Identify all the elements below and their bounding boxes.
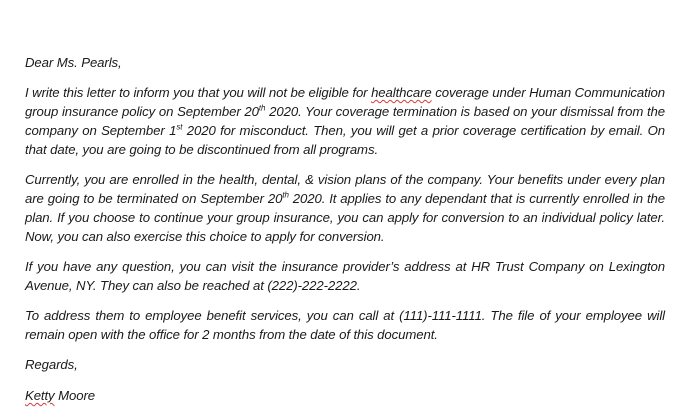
p1-text-c: 2020. Your coverage termination is based on your dismissal from the company on September 1 [25,104,665,138]
p1-text-d: 2020 for misconduct. Then, you will get a prior coverage certification by email. On that date, you are going to be discontinued from all programs. [25,123,665,157]
p1-text-a: I write this letter to inform you that you will not be eligible for [25,85,372,100]
paragraph-provider-contact: If you have any question, you can visit the insurance provider’s address at HR Trust Company on Lexington Avenue, NY. They can also be reached at (222)-222-2222. [25,259,665,293]
paragraph-benefits [25,170,665,246]
p2-text-a: Currently, you are enrolled in the health, dental, & vision plans of the company. Your benefits under every plan are going to be terminated on September 20 [25,172,665,206]
ordinal-suffix: st [176,122,183,132]
signature-line [25,386,665,405]
ordinal-suffix: th [258,103,266,113]
spellcheck-word-healthcare[interactable]: healthcare [371,85,432,100]
salutation: Dear Ms. Pearls, [25,55,122,70]
p2-text-b: 2020. It applies to any dependant that is currently enrolled in the plan. If you choose to continue your group insurance, you can apply for conversion to an individual policy later. Now, you can also exercise this choice to apply for conversion. [25,191,665,244]
paragraph-benefit-services: To address them to employee benefit services, you can call at (111)-111-1111. The file of your employee will remain open with the office for 2 months from the date of this document. [25,308,665,342]
signature-surname: Moore [54,388,96,403]
p1-text-b: coverage under Human Communication group insurance policy on September 20 [25,85,666,119]
paragraph-coverage-end [25,83,665,159]
ordinal-suffix: th [282,190,289,200]
letter-body [25,53,665,405]
closing: Regards, [25,357,78,372]
spellcheck-word-ketty[interactable]: Ketty [25,388,55,403]
